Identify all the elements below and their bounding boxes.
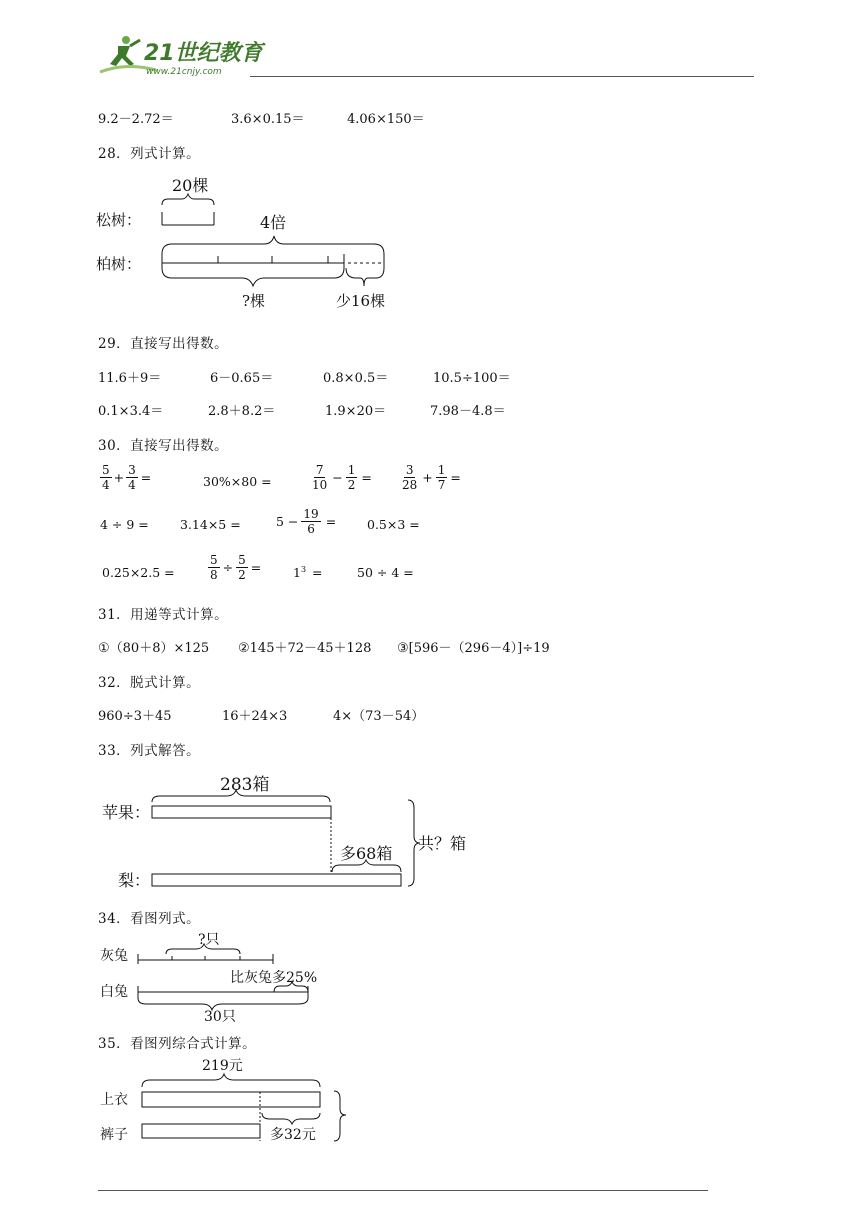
question-label: ?只 [198,932,220,948]
site-logo [96,32,266,80]
calc-item: 1 $^3$ = [293,565,323,580]
question-title: 28．列式计算。 [98,146,201,162]
label-cypress: 柏树： [96,255,142,273]
question-title: 30．直接写出得数。 [98,438,229,454]
calc-item: 0.8×0.5＝ [323,371,389,386]
calc-item: 4×（73－54） [333,709,425,724]
calc-item: 16＋24×3 [222,709,288,724]
less-label: 少16棵 [336,292,386,310]
runner-logo-icon [96,32,266,80]
question-title: 32．脱式计算。 [98,675,201,691]
question-title: 33．列式解答。 [98,743,201,759]
calc-item: 9.2－2.72＝ [98,112,174,127]
calc-item: 10.5÷100＝ [433,371,511,386]
calc-item: 30%×80 = [203,474,272,489]
calc-item: 3.6×0.15＝ [231,112,305,127]
label-white: 白兔 [100,984,128,1000]
calc-item: 0.1×3.4＝ [98,404,164,419]
calc-item: 2.8＋8.2＝ [208,404,276,419]
calc-item: $\frac{3}{28}$ + $\frac{1}{7}$ = [402,463,461,492]
more-label: 多68箱 [340,844,393,863]
question-label: ?棵 [242,292,266,310]
calc-item: 5 − $\frac{19}{6}$ = [276,507,337,536]
question-title: 29．直接写出得数。 [98,336,229,352]
q34-diagram [98,928,338,1024]
calc-item: $\frac{7}{10}$ − $\frac{1}{2}$ = [312,463,372,492]
calc-item: 50 ÷ 4 = [357,565,414,580]
calc-item: 11.6＋9＝ [98,371,162,386]
question-title: 35．看图列综合式计算。 [98,1036,257,1052]
calc-item: 7.98－4.8＝ [430,404,506,419]
calc-item: 6－0.65＝ [210,371,274,386]
calc-item: ③[596－（296－4）]÷19 [397,641,550,656]
calc-item: ①（80＋8）×125 [98,641,210,656]
calc-item: ②145＋72－45＋128 [238,641,372,656]
label-grey: 灰兔 [100,948,128,964]
calc-item: 4.06×150＝ [347,112,425,127]
top-label: 20棵 [172,176,209,195]
calc-item: 4 ÷ 9 = [100,517,149,532]
total-label: 共？箱 [418,834,467,853]
more-label: 多32元 [270,1127,316,1143]
header-rule [250,76,754,77]
calc-item: 1.9×20＝ [325,404,387,419]
question-title: 34．看图列式。 [98,911,201,927]
label-pear: 梨： [118,871,151,890]
q35-diagram [98,1053,358,1148]
label-pants: 裤子 [100,1127,128,1143]
more-label: 比灰兔多25% [230,970,318,986]
logo-text: 21世纪教育 [144,41,263,66]
price-label: 219元 [202,1058,243,1074]
q28-diagram [96,170,406,315]
times-label: 4倍 [260,213,287,232]
top-label: 283箱 [220,775,270,795]
total-label: 30只 [204,1009,236,1024]
q33-diagram [96,768,486,893]
calc-item: $\frac{5}{8}$ ÷ $\frac{5}{2}$ = [210,553,262,582]
question-title: 31．用递等式计算。 [98,607,229,623]
logo-url: www.21cnjy.com [146,67,222,77]
footer-rule [98,1190,708,1191]
label-top: 上衣 [100,1092,128,1108]
calc-item: $\frac{5}{4}$ + $\frac{3}{4}$ = [102,463,152,492]
label-apple: 苹果： [102,803,151,822]
label-pine: 松树： [96,211,142,229]
calc-item: 960÷3＋45 [98,709,172,724]
calc-item: 0.25×2.5 = [102,565,175,580]
calc-item: 0.5×3 = [367,517,420,532]
calc-item: 3.14×5 = [180,517,241,532]
